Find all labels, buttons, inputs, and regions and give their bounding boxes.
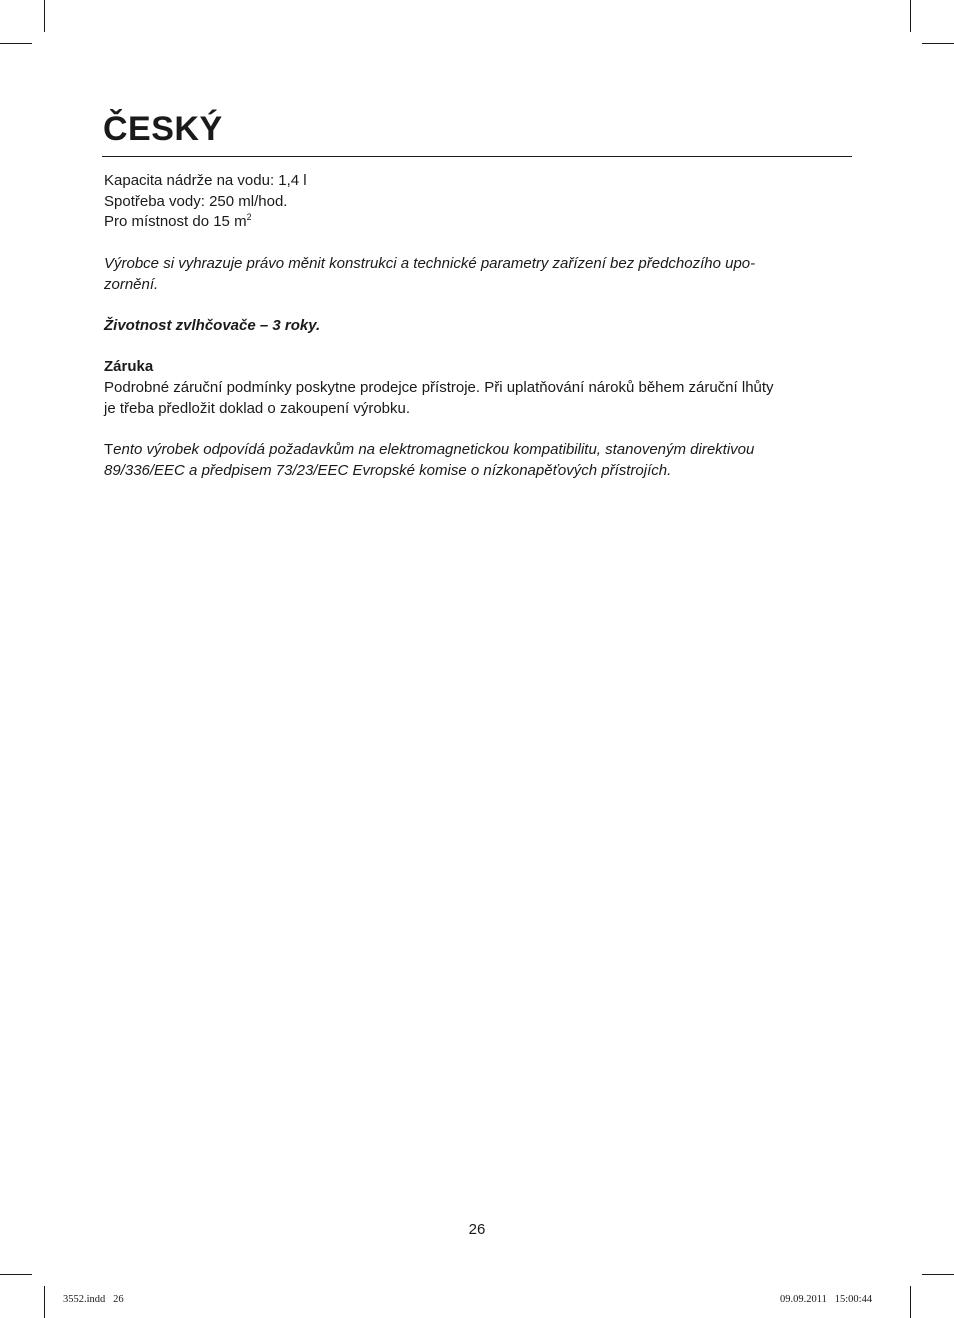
compliance-first-letter: T xyxy=(104,441,114,459)
compliance-text-line-2: 89/336/EEC a předpisem 73/23/EEC Evropské komise o nízkonapěťových přístrojích. xyxy=(104,461,672,479)
warranty-text-line-2: je třeba předložit doklad o zakoupení výrobku. xyxy=(104,399,411,417)
compliance-line-1-rest: ento výrobek odpovídá požadavkům na elektromagnetickou kompatibilitu, stanoveným direktivou xyxy=(113,441,755,459)
spec-water-consumption: Spotřeba vody: 250 ml/hod. xyxy=(104,192,288,210)
manufacturer-notice-line-2: zornění. xyxy=(104,275,159,293)
print-slug-date: 09.09.2011 15:00:44 xyxy=(780,1294,873,1305)
warranty-text-line-1: Podrobné záruční podmínky poskytne prodejce přístroje. Při uplatňování nároků během záruční lhůty xyxy=(104,378,774,396)
warranty-heading: Záruka xyxy=(104,358,154,376)
crop-mark-top-left-vertical xyxy=(44,0,45,32)
spec-room-size-superscript: 2 xyxy=(246,212,252,223)
crop-mark-bottom-right-vertical xyxy=(910,1286,911,1318)
document-body xyxy=(104,171,854,481)
crop-mark-top-left-horizontal xyxy=(0,43,32,44)
crop-mark-top-right-vertical xyxy=(910,0,911,32)
spec-tank-capacity: Kapacita nádrže na vodu: 1,4 l xyxy=(104,172,307,189)
spec-room-size-text: Pro místnost do 15 m xyxy=(104,213,247,231)
title-divider xyxy=(102,156,852,157)
spec-room-size xyxy=(104,212,854,233)
page-title: ČESKÝ xyxy=(103,110,223,148)
page-number: 26 xyxy=(468,1221,486,1238)
manufacturer-notice-line-1: Výrobce si vyhrazuje právo měnit konstrukci a technické parametry zařízení bez předchozího upo- xyxy=(104,254,756,272)
crop-mark-bottom-left-horizontal xyxy=(0,1274,32,1275)
crop-mark-bottom-right-horizontal xyxy=(922,1274,954,1275)
print-slug-file: 3552.indd 26 xyxy=(63,1294,124,1305)
crop-mark-bottom-left-vertical xyxy=(44,1286,45,1318)
compliance-text-line-1 xyxy=(104,440,854,461)
product-lifetime: Životnost zvlhčovače – 3 roky. xyxy=(104,316,321,334)
crop-mark-top-right-horizontal xyxy=(922,43,954,44)
